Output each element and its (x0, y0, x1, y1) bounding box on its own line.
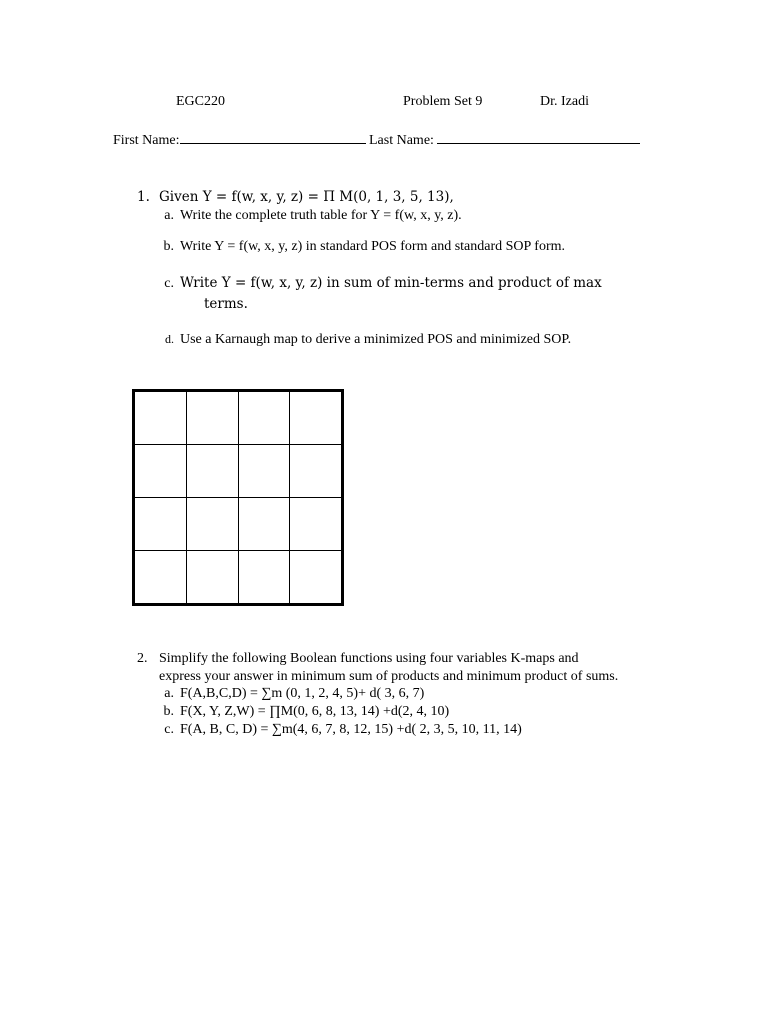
part-letter: d. (165, 332, 174, 346)
problem-2-part-c (156, 722, 522, 738)
problem-1-part-c-continuation: terms. (204, 296, 248, 312)
problem-2-line-2: express your answer in minimum sum of products and minimum product of sums. (159, 669, 619, 684)
kmap-cell[interactable] (290, 551, 342, 604)
kmap-row (135, 498, 342, 551)
kmap-cell[interactable] (135, 392, 187, 445)
problem-2-line-1: Simplify the following Boolean functions using four variables K-maps and (159, 651, 579, 666)
kmap-cell[interactable] (290, 392, 342, 445)
part-text: Write Y = f(w, x, y, z) in sum of min-terms and product of max (180, 275, 602, 291)
problem-1-part-a (156, 208, 462, 224)
problem-2-part-b (156, 704, 449, 720)
part-text: Write the complete truth table for Y = f(w, x, y, z). (180, 208, 462, 223)
part-letter: b. (163, 239, 174, 254)
problem-1-part-b (156, 239, 565, 255)
kmap-cell[interactable] (135, 498, 187, 551)
kmap-row (135, 551, 342, 604)
part-letter: c. (164, 276, 174, 291)
kmap-cell[interactable] (238, 498, 290, 551)
kmap-cell[interactable] (238, 445, 290, 498)
instructor-name: Dr. Izadi (540, 94, 589, 109)
last-name-label: Last Name: (369, 133, 434, 148)
problem-2-number: 2. (137, 651, 148, 666)
part-letter: a. (164, 686, 174, 701)
part-text: Write Y = f(w, x, y, z) in standard POS form and standard SOP form. (180, 239, 565, 254)
karnaugh-map-table (134, 391, 342, 604)
part-letter: b. (163, 704, 174, 719)
kmap-cell[interactable] (290, 498, 342, 551)
problem-1-number: 1. (137, 189, 150, 205)
kmap-cell[interactable] (290, 445, 342, 498)
kmap-cell[interactable] (186, 498, 238, 551)
first-name-field[interactable] (180, 130, 366, 144)
part-text: F(A,B,C,D) = ∑m (0, 1, 2, 4, 5)+ d( 3, 6, 7) (180, 686, 425, 701)
kmap-row (135, 392, 342, 445)
kmap-cell[interactable] (238, 551, 290, 604)
kmap-cell[interactable] (186, 392, 238, 445)
part-text: F(A, B, C, D) = ∑m(4, 6, 7, 8, 12, 15) +d( 2, 3, 5, 10, 11, 14) (180, 722, 522, 737)
part-text: Use a Karnaugh map to derive a minimized POS and minimized SOP. (180, 332, 572, 347)
problem-1-statement (137, 189, 454, 205)
part-letter: a. (164, 208, 174, 223)
name-fields-row (113, 130, 640, 149)
part-text: F(X, Y, Z,W) = ∏M(0, 6, 8, 13, 14) +d(2, 4, 10) (180, 704, 450, 719)
problem-2-part-a (156, 686, 424, 702)
kmap-cell[interactable] (186, 551, 238, 604)
last-name-field[interactable] (437, 130, 640, 144)
problem-1-text: Given Y = f(w, x, y, z) = Π M(0, 1, 3, 5, 13), (159, 189, 454, 205)
kmap-cell[interactable] (238, 392, 290, 445)
part-letter: c. (164, 722, 174, 737)
problem-1-part-d (156, 331, 571, 348)
course-code: EGC220 (176, 94, 225, 109)
first-name-label: First Name: (113, 133, 180, 148)
problem-2-statement (137, 651, 579, 667)
problem-1-part-c (156, 275, 602, 292)
kmap-row (135, 445, 342, 498)
kmap-cell[interactable] (186, 445, 238, 498)
karnaugh-map-grid (132, 389, 344, 606)
kmap-cell[interactable] (135, 445, 187, 498)
problem-set-title: Problem Set 9 (403, 94, 483, 109)
kmap-cell[interactable] (135, 551, 187, 604)
